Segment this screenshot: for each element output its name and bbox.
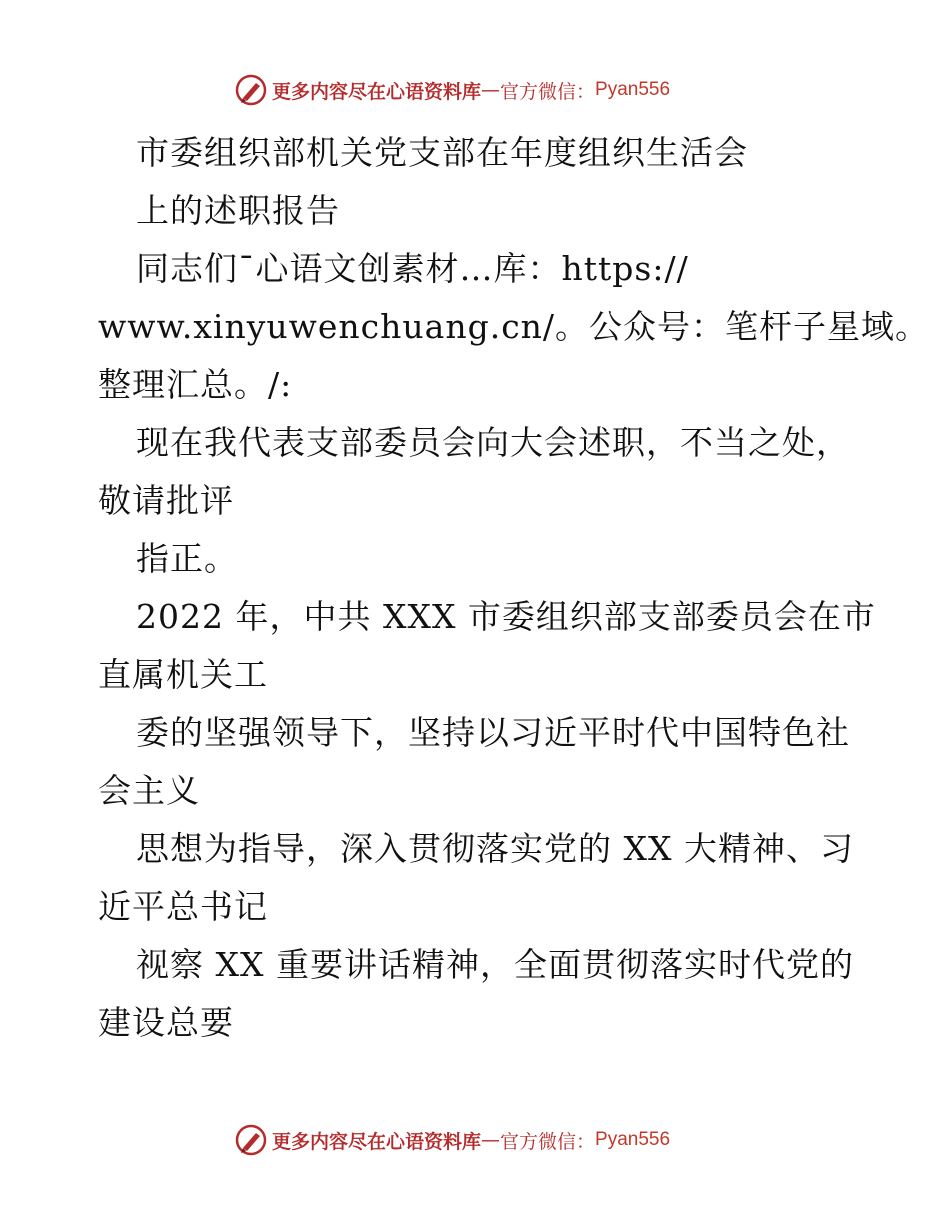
text-line: 建设总要 xyxy=(98,1003,234,1042)
pen-logo-icon xyxy=(234,73,268,107)
document-body xyxy=(98,124,930,1052)
banner-wechat-label: 官方微信： xyxy=(500,1130,596,1153)
text-line: 同志们¯心语文创素材…库：https:// xyxy=(136,249,689,288)
text-line: 直属机关工 xyxy=(98,655,268,694)
pen-logo-icon xyxy=(234,1123,268,1157)
banner-wechat-id: Pyan556 xyxy=(595,1129,671,1150)
text-line: 敬请批评 xyxy=(98,481,234,520)
text-line: 市委组织部机关党支部在年度组织生活会 xyxy=(136,133,748,172)
text-line: 委的坚强领导下，坚持以习近平时代中国特色社 xyxy=(136,713,850,752)
banner-text: 更多内容尽在心语资料库 xyxy=(272,1130,482,1153)
text-line: 会主义 xyxy=(98,771,200,810)
banner-separator: — xyxy=(481,79,501,101)
banner-text: 更多内容尽在心语资料库 xyxy=(272,80,482,103)
text-line: 现在我代表支部委员会向大会述职，不当之处， xyxy=(136,423,850,462)
text-line: 近平总书记 xyxy=(98,887,268,926)
text-line: www.xinyuwenchuang.cn/。公众号：笔杆子星域。 xyxy=(98,307,930,346)
text-line: 上的述职报告 xyxy=(136,191,340,230)
footer-banner xyxy=(234,1122,670,1158)
banner-wechat-id: Pyan556 xyxy=(595,79,671,100)
text-line: 2022 年，中共 XXX 市委组织部支部委员会在市 xyxy=(136,597,876,636)
text-line: 整理汇总。/: xyxy=(98,365,293,404)
banner-separator: — xyxy=(481,1129,501,1151)
text-line: 视察 XX 重要讲话精神，全面贯彻落实时代党的 xyxy=(136,945,854,984)
banner-wechat-label: 官方微信： xyxy=(500,80,596,103)
text-line: 指正。 xyxy=(136,539,238,578)
text-line: 思想为指导，深入贯彻落实党的 XX 大精神、习 xyxy=(136,829,854,868)
header-banner xyxy=(234,72,670,108)
